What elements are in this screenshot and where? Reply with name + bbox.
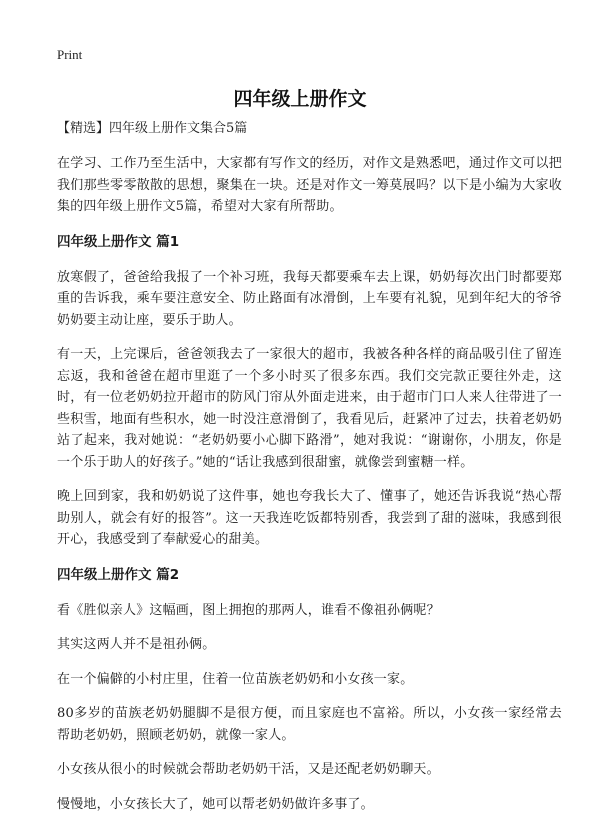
intro-paragraph: 在学习、工作乃至生活中，大家都有写作文的经历，对作文是熟悉吧，通过作文可以把我们那些零零散散的思想，聚集在一块。还是对作文一筹莫展吗？以下是小编为大家收集的四年级上册作文5篇，希望对大家有所帮助。: [57, 156, 562, 214]
section-heading-2: 四年级上册作文 篇2: [57, 566, 180, 583]
section-heading-1: 四年级上册作文 篇1: [57, 233, 180, 250]
section-2-paragraph: 在一个偏僻的小村庄里，住着一位苗族老奶奶和小女孩一家。: [57, 671, 414, 687]
print-link[interactable]: Print: [57, 47, 83, 62]
section-1-paragraph: 放寒假了，爸爸给我报了一个补习班，我每天都要乘车去上课，奶奶每次出门时都要郑重的告诉我，乘车要注意安全、防止路面有冰滑倒，上车要有礼貌，见到年纪大的爷爷奶奶要主动让座，要乐于助人。: [57, 269, 562, 328]
article-body: [57, 120, 562, 828]
section-2-paragraph: 慢慢地，小女孩长大了，她可以帮老奶奶做许多事了。: [57, 796, 374, 812]
article-subtitle: 【精选】四年级上册作文集合5篇: [57, 121, 248, 136]
section-1-paragraph: 有一天，上完课后，爸爸领我去了一家很大的超市，我被各种各样的商品吸引住了留连忘返，我和爸爸在超市里逛了一个多小时买了很多东西。我们交完款正要往外走，这时，有一位老奶奶拉开超市的防风门帘从外面走进来，由于超市门口人来人往带进了一些积雪，地面有些积水，她一时没注意滑倒了，我看见后，赶紧冲了过去，扶着老奶奶站了起来，我对她说：“老奶奶要小心脚下路滑”，她对我说：“谢谢你，小朋友，你是一个乐于助人的好孩子。”她的“话让我感到很甜蜜，就像尝到蜜糖一样。: [57, 347, 562, 470]
section-2-paragraph: 小女孩从很小的时候就会帮助老奶奶干活，又是还配老奶奶聊天。: [57, 762, 440, 777]
section-2-paragraph: 其实这两人并不是祖孙俩。: [57, 637, 216, 652]
section-2-paragraph: 看《胜似亲人》这幅画，图上拥抱的那两人，谁看不像祖孙俩呢？: [57, 602, 440, 618]
page-title: 四年级上册作文: [233, 88, 367, 110]
section-2-paragraph: 80多岁的苗族老奶奶腿脚不是很方便，而且家庭也不富裕。所以，小女孩一家经常去帮助老奶奶，照顾老奶奶，就像一家人。: [57, 706, 562, 743]
section-1-paragraph: 晚上回到家，我和奶奶说了这件事，她也夸我长大了、懂事了，她还告诉我说“热心帮助别人，就会有好的报答”。这一天我连吃饭都特别香，我尝到了甜的滋味，我感到很开心，我感受到了奉献爱心的甜美。: [57, 489, 562, 547]
